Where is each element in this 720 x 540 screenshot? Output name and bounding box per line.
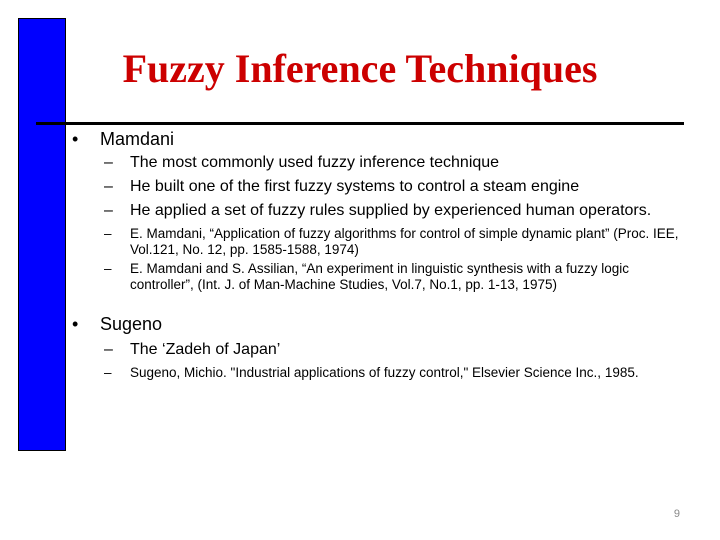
subitem	[72, 340, 684, 359]
bullet-text: Mamdani	[100, 129, 175, 149]
reference-text: E. Mamdani, “Application of fuzzy algorithms for control of simple dynamic plant” (Proc. IEE, Vol.121, No. 12, pp. 1585-1588, 1974)	[130, 226, 679, 257]
bullet-marker: •	[72, 129, 79, 149]
dash-marker: –	[104, 365, 112, 380]
page-number: 9	[673, 508, 680, 520]
subitem	[72, 153, 684, 172]
reference-item	[72, 226, 684, 258]
dash-marker: –	[104, 226, 112, 241]
dash-marker: –	[104, 341, 113, 358]
subitem-text: The most commonly used fuzzy inference technique	[130, 154, 500, 171]
reference-text: Sugeno, Michio. "Industrial applications of fuzzy control," Elsevier Science Inc., 1985.	[130, 365, 639, 380]
bullet-sugeno	[72, 313, 684, 335]
dash-marker: –	[104, 178, 113, 195]
bullet-marker: •	[72, 314, 79, 334]
slide-title: Fuzzy Inference Techniques	[122, 46, 598, 91]
subitem-text: He applied a set of fuzzy rules supplied by experienced human operators.	[130, 202, 652, 219]
title-divider	[36, 122, 684, 125]
subitem	[72, 201, 684, 220]
dash-marker: –	[104, 154, 113, 171]
subitem-text: The ‘Zadeh of Japan’	[130, 341, 281, 358]
dash-marker: –	[104, 261, 112, 276]
bullet-mamdani	[72, 128, 684, 150]
reference-item	[72, 365, 684, 381]
slide-body	[72, 128, 684, 381]
reference-item	[72, 261, 684, 293]
subitem	[72, 177, 684, 196]
reference-text: E. Mamdani and S. Assilian, “An experiment in linguistic synthesis with a fuzzy logic controller”, (Int. J. of Man-Machine Studies, Vol.7, No.1, pp. 1-13, 1975)	[130, 261, 629, 292]
bullet-text: Sugeno	[100, 314, 163, 334]
subitem-text: He built one of the first fuzzy systems to control a steam engine	[130, 178, 580, 195]
dash-marker: –	[104, 202, 113, 219]
